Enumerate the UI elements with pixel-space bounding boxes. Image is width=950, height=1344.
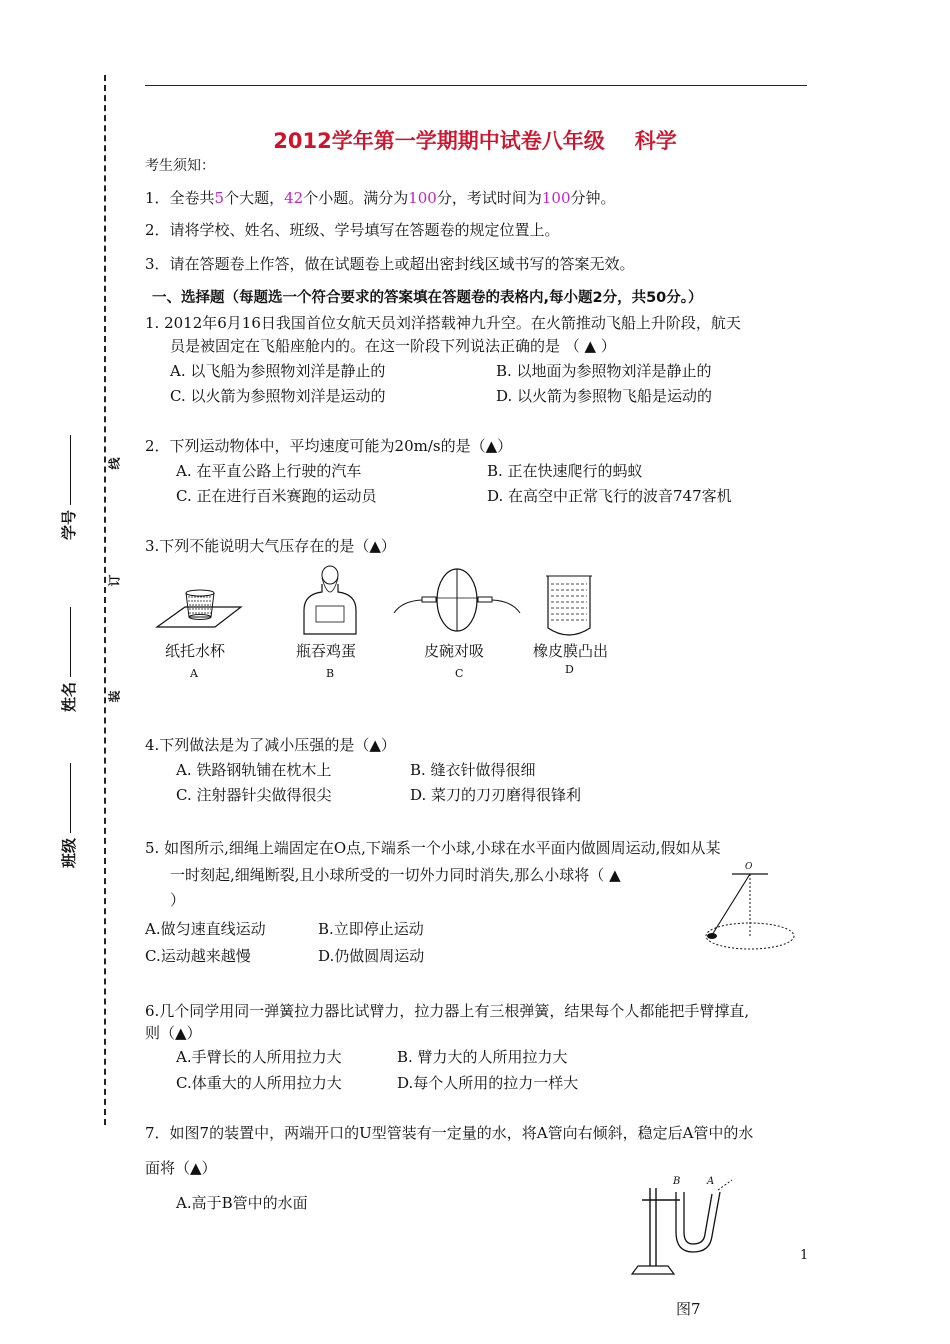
figure-suction-cups <box>392 565 522 635</box>
figure-u-tube <box>628 1180 738 1280</box>
pendulum-o-label: O <box>745 862 753 872</box>
q2-option-c: C. 正在进行百米赛跑的运动员 <box>176 487 377 505</box>
figure-a-label: 纸托水杯 <box>165 642 226 660</box>
q6-stem: 6.几个同学用同一弹簧拉力器比试臂力，拉力器上有三根弹簧，结果每个人都能把手臂撑直, <box>145 1002 750 1020</box>
figure-pendulum <box>700 865 800 955</box>
q1-stem-cont: 员是被固定在飞船座舱内的。在这一阶段下列说法正确的是 （ ▲ ） <box>170 337 616 355</box>
q6-option-c: C.体重大的人所用拉力大 <box>176 1074 342 1092</box>
figure-d-label: 橡皮膜凸出 <box>533 642 609 660</box>
figure-c-label: 皮碗对吸 <box>424 642 485 660</box>
figure-c-letter: C <box>455 667 464 680</box>
student-id-field: 学号 <box>58 435 79 540</box>
q5-option-d: D.仍做圆周运动 <box>318 947 425 965</box>
q7-stem: 7．如图7的装置中，两端开口的U型管装有一定量的水，将A管向右倾斜，稳定后A管中的水 <box>145 1124 754 1142</box>
q6-option-a: A.手臂长的人所用拉力大 <box>176 1048 342 1066</box>
q1-option-b: B. 以地面为参照物刘洋是静止的 <box>496 362 712 380</box>
figure-a-letter: A <box>190 667 198 680</box>
figure-7-caption: 图7 <box>676 1300 701 1318</box>
binding-dashed-line <box>104 75 106 1125</box>
figure-b-label: 瓶吞鸡蛋 <box>296 642 357 660</box>
q5-stem-cont: 一时刻起,细绳断裂,且小球所受的一切外力同时消失,那么小球将（ ▲ <box>170 866 621 884</box>
name-field: 姓名 <box>58 607 79 712</box>
header-rule <box>145 85 807 86</box>
q1-stem: 1. 2012年6月16日我国首位女航天员刘洋搭载神九升空。在火箭推动飞船上升阶段，航天 <box>145 314 741 332</box>
q4-option-b: B. 缝衣针做得很细 <box>410 761 536 779</box>
u-tube-a-label: A <box>707 1176 715 1187</box>
section-heading: 一、选择题（每题选一个符合要求的答案填在答题卷的表格内,每小题2分，共50分。） <box>152 290 703 306</box>
u-tube-b-label: B <box>673 1176 681 1187</box>
figure-d-letter: D <box>565 663 574 676</box>
figure-paper-cup <box>145 585 245 635</box>
q3-stem: 3.下列不能说明大气压存在的是（▲） <box>145 537 396 555</box>
q1-option-c: C. 以火箭为参照物刘洋是运动的 <box>170 387 386 405</box>
class-field: 班级 <box>58 763 79 868</box>
figure-bottle-egg <box>300 566 360 636</box>
page-number: 1 <box>800 1248 809 1263</box>
q5-option-a: A.做匀速直线运动 <box>145 920 266 938</box>
page-title: 2012学年第一学期期中试卷八年级 科学 <box>273 129 677 153</box>
q5-option-c: C.运动越来越慢 <box>145 947 251 965</box>
binding-mark-xian: 线 <box>107 457 122 470</box>
q1-option-a: A. 以飞船为参照物刘洋是静止的 <box>170 362 386 380</box>
q5-option-b: B.立即停止运动 <box>318 920 424 938</box>
q6-option-d: D.每个人所用的拉力一样大 <box>397 1074 579 1092</box>
q4-option-a: A. 铁路钢轨铺在枕木上 <box>176 761 332 779</box>
q6-option-b: B. 臂力大的人所用拉力大 <box>397 1048 568 1066</box>
q6-stem-cont: 则（▲） <box>145 1024 202 1042</box>
q7-option-a: A.高于B管中的水面 <box>176 1194 308 1212</box>
binding-mark-zhuang: 装 <box>107 690 122 703</box>
figure-rubber-membrane <box>545 570 595 640</box>
q4-stem: 4.下列做法是为了减小压强的是（▲） <box>145 736 396 754</box>
figure-b-letter: B <box>326 667 335 680</box>
notice-item-2: 2．请将学校、姓名、班级、学号填写在答题卷的规定位置上。 <box>145 221 560 239</box>
q2-stem: 2．下列运动物体中，平均速度可能为20m/s的是（▲） <box>145 437 513 455</box>
notice-item-3: 3．请在答题卷上作答，做在试题卷上或超出密封线区域书写的答案无效。 <box>145 255 635 273</box>
binding-mark-ding: 订 <box>107 574 122 587</box>
q5-stem: 5. 如图所示,细绳上端固定在O点,下端系一个小球,小球在水平面内做圆周运动,假如从某 <box>145 839 721 857</box>
q4-option-c: C. 注射器针尖做得很尖 <box>176 786 332 804</box>
q2-option-d: D. 在高空中正常飞行的波音747客机 <box>487 487 732 505</box>
notice-heading: 考生须知： <box>145 158 215 174</box>
q2-option-a: A. 在平直公路上行驶的汽车 <box>176 462 362 480</box>
notice-item-1: 1．全卷共5个大题，42个小题。满分为100分，考试时间为100分钟。 <box>145 189 616 207</box>
q7-stem-cont: 面将（▲） <box>145 1159 217 1177</box>
q4-option-d: D. 菜刀的刀刃磨得很锋利 <box>410 786 582 804</box>
q5-stem-end: ） <box>170 891 186 909</box>
q2-option-b: B. 正在快速爬行的蚂蚁 <box>487 462 643 480</box>
q1-option-d: D. 以火箭为参照物飞船是运动的 <box>496 387 713 405</box>
